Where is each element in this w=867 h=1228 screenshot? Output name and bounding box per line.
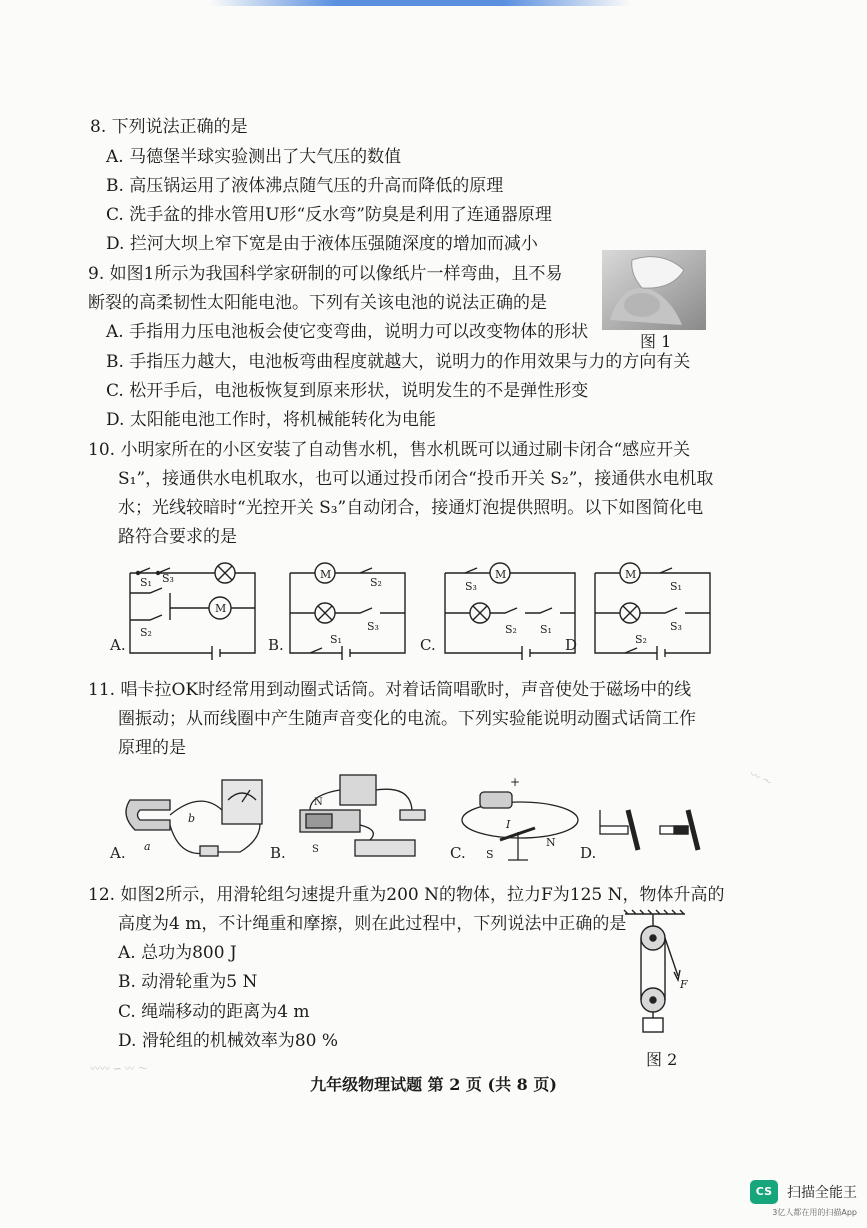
q8-option-a: A. 马德堡半球实验测出了大气压的数值: [106, 147, 402, 167]
q12-option-d: D. 滑轮组的机械效率为80 %: [118, 1031, 339, 1051]
q11-stem-line1: 11. 唱卡拉OK时经常用到动圈式话筒。对着话筒唱歌时，声音使处于磁场中的线: [88, 680, 692, 700]
figure-2-caption: 图 2: [646, 1050, 678, 1069]
handwriting-marks-right: 〰 ～: [747, 769, 774, 790]
q9-stem-line1: 9. 如图1所示为我国科学家研制的可以像纸片一样弯曲，且不易: [88, 264, 563, 284]
exp-c-s: S: [486, 848, 494, 861]
handwriting-marks: 〰〰 ∽ 〰 ～: [90, 1064, 148, 1075]
exp-b-s: S: [312, 844, 319, 855]
circuit-d-m: M: [625, 568, 637, 581]
q10-stem-line2: S₁”，接通供水电机取水，也可以通过投币闭合“投币开关 S₂”，接通供水电机取: [118, 469, 714, 489]
scanner-app-name: 扫描全能王: [787, 1185, 857, 1201]
circuit-d-s2: S₂: [635, 633, 647, 646]
circuit-a-s3: S₃: [162, 572, 174, 585]
circuit-b-s3: S₃: [367, 620, 379, 633]
circuit-d-s1: S₁: [670, 580, 682, 593]
q9-option-d: D. 太阳能电池工作时，将机械能转化为电能: [106, 410, 436, 430]
exp-a-option: A.: [110, 844, 126, 862]
experiment-b: [270, 775, 425, 862]
q9-option-a: A. 手指用力压电池板会使它变弯曲，说明力可以改变物体的形状: [106, 322, 589, 342]
experiment-d: [580, 810, 698, 862]
exp-b-n: N: [314, 797, 323, 808]
q10-stem-line3: 水；光线较暗时“光控开关 S₃”自动闭合，接通灯泡提供照明。以下如图简化电: [118, 498, 704, 518]
q8-option-c: C. 洗手盆的排水管用U形“反水弯”防臭是利用了连通器原理: [106, 205, 552, 225]
exp-d-option: D.: [580, 844, 597, 862]
circuit-c-s2: S₂: [505, 623, 517, 636]
circuit-b: [268, 563, 405, 660]
exp-c-option: C.: [450, 844, 466, 862]
q10-stem-line1: 10. 小明家所在的小区安装了自动售水机，售水机既可以通过刷卡闭合“感应开关: [88, 440, 691, 460]
circuit-a: [110, 563, 255, 660]
exp-c-n: N: [546, 836, 556, 849]
circuit-c: [420, 563, 578, 660]
exp-b-option: B.: [270, 844, 286, 862]
q12-option-c: C. 绳端移动的距离为4 m: [118, 1002, 310, 1022]
circuit-c-label: C.: [420, 636, 436, 654]
circuit-c-m: M: [495, 568, 507, 581]
q9-stem-line2: 断裂的高柔韧性太阳能电池。下列有关该电池的说法正确的是: [88, 293, 547, 313]
exp-a-label-a: a: [144, 840, 151, 853]
figure-2-force-label: F: [680, 978, 688, 991]
experiment-c: [450, 775, 578, 862]
top-scan-edge: [210, 0, 630, 6]
circuit-a-s1: S₁: [140, 576, 152, 589]
circuit-b-label: B.: [268, 636, 284, 654]
circuit-a-s2: S₂: [140, 626, 152, 639]
figure-1-caption: 图 1: [640, 332, 672, 351]
q11-stem-line2: 圈振动；从而线圈中产生随声音变化的电流。下列实验能说明动圈式话筒工作: [118, 709, 696, 729]
q12-stem-line2: 高度为4 m，不计绳重和摩擦，则在此过程中，下列说法中正确的是: [118, 914, 627, 934]
q8-stem: 8. 下列说法正确的是: [90, 117, 248, 137]
circuit-diagrams: [110, 558, 730, 672]
experiment-a: [110, 780, 262, 862]
q9-option-b: B. 手指压力越大，电池板弯曲程度就越大，说明力的作用效果与力的方向有关: [106, 352, 691, 372]
scanner-tagline: 3亿人都在用的扫描App: [772, 1208, 857, 1217]
experiment-figures: [110, 770, 720, 874]
q9-option-c: C. 松开手后，电池板恢复到原来形状，说明发生的不是弹性形变: [106, 381, 589, 401]
q11-stem-line3: 原理的是: [118, 738, 186, 758]
exp-c-plus: +: [510, 775, 521, 789]
figure-2-pulley: [620, 908, 690, 1042]
circuit-d-label: D: [565, 636, 578, 654]
circuit-d: [565, 563, 710, 660]
q8-option-b: B. 高压锅运用了液体沸点随气压的升高而降低的原理: [106, 176, 504, 196]
circuit-b-s2: S₂: [370, 576, 382, 589]
q12-option-b: B. 动滑轮重为5 N: [118, 972, 258, 992]
page-footer: 九年级物理试题 第 2 页 (共 8 页): [310, 1075, 557, 1094]
circuit-c-s1: S₁: [540, 623, 552, 636]
q8-option-d: D. 拦河大坝上窄下宽是由于液体压强随深度的增加而减小: [106, 234, 538, 254]
circuit-a-m: M: [215, 602, 227, 615]
circuit-c-s3: S₃: [465, 580, 477, 593]
scanner-watermark: [750, 1180, 857, 1218]
circuit-b-m: M: [320, 568, 332, 581]
circuit-d-s3: S₃: [670, 620, 682, 633]
scanner-logo-icon: CS: [750, 1180, 778, 1204]
q12-stem-line1: 12. 如图2所示，用滑轮组匀速提升重为200 N的物体，拉力F为125 N，物体升高的: [88, 885, 725, 905]
exp-c-i: I: [506, 818, 511, 831]
exp-a-label-b: b: [188, 812, 196, 825]
q12-option-a: A. 总功为800 J: [118, 943, 237, 963]
circuit-a-label: A.: [110, 636, 126, 654]
circuit-b-s1: S₁: [330, 633, 342, 646]
q10-stem-line4: 路符合要求的是: [118, 527, 237, 547]
figure-1-photo: [602, 250, 706, 334]
